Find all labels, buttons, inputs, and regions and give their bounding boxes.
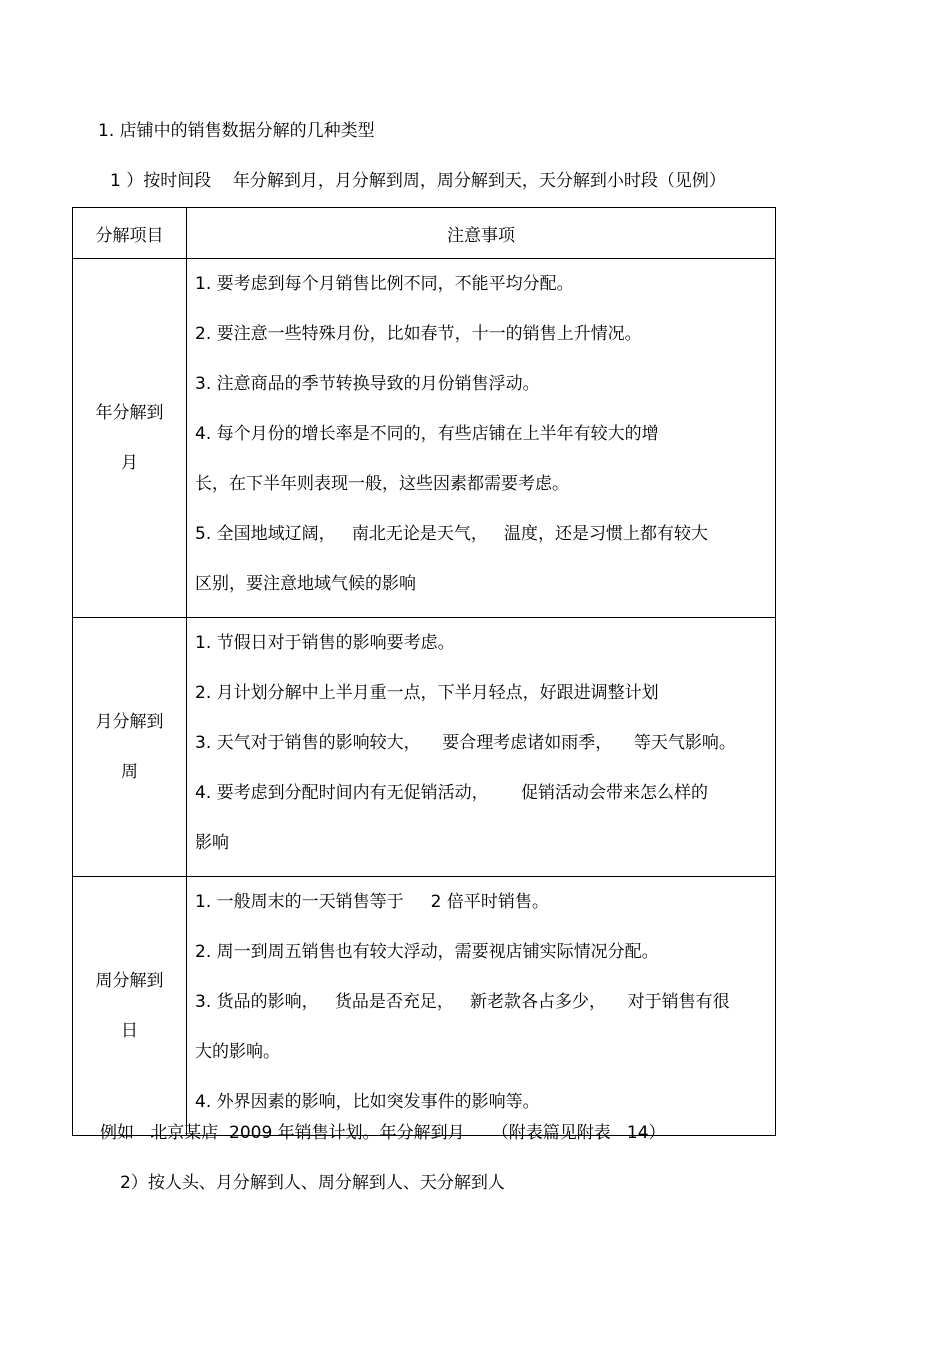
note-line: 4. 每个月份的增长率是不同的，有些店铺在上半年有较大的增 — [195, 424, 659, 444]
notes-cell — [187, 618, 776, 877]
category-label-line: 周 — [121, 762, 138, 782]
category-label-line: 月 — [121, 453, 138, 473]
category-label-line: 年分解到 — [95, 403, 164, 423]
table-row — [73, 618, 776, 877]
note-line: 1. 要考虑到每个月销售比例不同，不能平均分配。 — [195, 274, 574, 294]
subsection-time-period: 1 ）按时间段 年分解到月，月分解到周，周分解到天，天分解到小时段（见例） — [110, 171, 726, 191]
note-line: 5. 全国地域辽阔， 南北无论是天气， 温度，还是习惯上都有较大 — [195, 524, 709, 544]
breakdown-table — [72, 207, 776, 1136]
category-cell — [73, 259, 187, 618]
subsection-headcount: 2）按人头、月分解到人、周分解到人、天分解到人 — [120, 1173, 505, 1193]
note-line: 1. 节假日对于销售的影响要考虑。 — [195, 633, 455, 653]
table-header-row — [73, 208, 776, 259]
note-line: 影响 — [195, 833, 229, 853]
note-line: 3. 注意商品的季节转换导致的月份销售浮动。 — [195, 374, 540, 394]
category-cell — [73, 618, 187, 877]
note-line: 3. 货品的影响， 货品是否充足， 新老款各占多少， 对于销售有很 — [195, 992, 730, 1012]
note-line: 4. 外界因素的影响，比如突发事件的影响等。 — [195, 1092, 540, 1112]
note-line: 区别，要注意地域气候的影响 — [195, 574, 416, 594]
table-row — [73, 259, 776, 618]
note-line: 3. 天气对于销售的影响较大， 要合理考虑诸如雨季， 等天气影响。 — [195, 733, 736, 753]
section-heading: 1. 店铺中的销售数据分解的几种类型 — [98, 121, 375, 141]
note-line: 1. 一般周末的一天销售等于 2 倍平时销售。 — [195, 892, 549, 912]
note-line: 长，在下半年则表现一般，这些因素都需要考虑。 — [195, 474, 569, 494]
category-label-line: 日 — [121, 1021, 138, 1041]
category-label-line: 周分解到 — [95, 971, 164, 991]
header-item: 分解项目 — [73, 208, 187, 259]
example-note: 例如 北京某店 2009 年销售计划。年分解到月 （附表篇见附表 14） — [100, 1123, 666, 1143]
note-line: 2. 月计划分解中上半月重一点，下半月轻点，好跟进调整计划 — [195, 683, 659, 703]
table-row — [73, 877, 776, 1136]
note-line: 4. 要考虑到分配时间内有无促销活动， 促销活动会带来怎么样的 — [195, 783, 709, 803]
note-line: 2. 周一到周五销售也有较大浮动，需要视店铺实际情况分配。 — [195, 942, 659, 962]
note-line: 2. 要注意一些特殊月份，比如春节，十一的销售上升情况。 — [195, 324, 642, 344]
notes-cell — [187, 877, 776, 1136]
category-label-line: 月分解到 — [95, 712, 164, 732]
notes-cell — [187, 259, 776, 618]
category-cell — [73, 877, 187, 1136]
note-line: 大的影响。 — [195, 1042, 280, 1062]
header-notes: 注意事项 — [187, 208, 776, 259]
